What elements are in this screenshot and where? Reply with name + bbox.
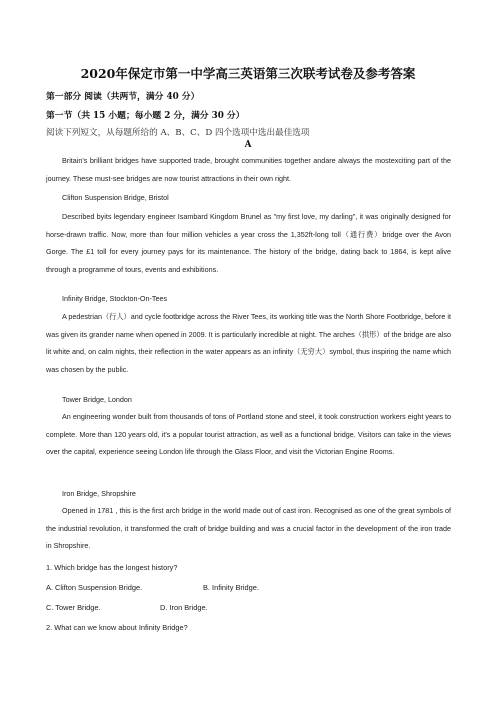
- intro-paragraph: Britain's brilliant bridges have supported trade, brought communities together andare always the mostexciting part of the journey. These must-see bridges are now tourist attractions in their own right.: [46, 156, 451, 183]
- question-2-stem: 2. What can we know about Infinity Bridge?: [46, 623, 188, 632]
- bridge-name-iron: Iron Bridge, Shropshire: [62, 489, 136, 498]
- bridge-text-clifton: Described byits legendary engineer Isambard Kingdom Brunel as "my first love, my darling", it was originally designed for horse-drawn traffic. Now, more than four million vehicles a year cross the 1,352ft-long toll（通行费）bridge over the Avon Gorge. The £1 toll for every journey pays for its maintenance. The history of the bridge, dating back to 1864, is kept alive through a programme of tours, events and exhibitions.: [46, 212, 451, 274]
- bridge-text-infinity: A pedestrian（行人）and cycle footbridge across the River Tees, its working title was the North Shore Footbridge, before it was given its grander name when opened in 2009. It is particularly incredible at night. The arches（拱形）of the bridge are also lit white and, on calm nights, their reflection in the water appears as an infinity（无穷大）symbol, thus inspiring the name which was chosen by the public.: [46, 312, 451, 374]
- question-1-option-c: C. Tower Bridge.: [46, 603, 101, 612]
- question-1-stem: 1. Which bridge has the longest history?: [46, 563, 178, 572]
- bridge-text-tower: An engineering wonder built from thousands of tons of Portland stone and steel, it took construction workers eight years to complete. More than 120 years old, it's a popular tourist attraction, as well as a functional bridge. Visitors can take in the views over the capital, experience seeing London life through the Glass Floor, and visit the Victorian Engine Rooms.: [46, 412, 451, 457]
- question-1-option-b: B. Infinity Bridge.: [203, 583, 259, 592]
- bridge-name-infinity: Infinity Bridge, Stockton-On-Tees: [62, 294, 168, 303]
- section-heading: 第一节（共 15 小题；每小题 2 分，满分 30 分）: [46, 111, 245, 121]
- part-heading: 第一部分 阅读（共两节，满分 40 分）: [46, 92, 200, 102]
- document-title: 2020年保定市第一中学高三英语第三次联考试卷及参考答案: [80, 66, 416, 81]
- question-1-option-a: A. Clifton Suspension Bridge.: [46, 583, 143, 592]
- passage-label: A: [244, 140, 252, 150]
- bridge-name-clifton: Clifton Suspension Bridge, Bristol: [62, 193, 169, 202]
- question-1-option-d: D. Iron Bridge.: [160, 603, 208, 612]
- instruction-text: 阅读下列短文，从每题所给的 A、B、C、D 四个选项中选出最佳选项: [46, 128, 310, 138]
- bridge-text-iron: Opened in 1781 , this is the first arch bridge in the world made out of cast iron. Recognised as one of the great symbols of the industrial revolution, it transformed the craft of bridge building and was a crucial factor in the development of the iron trade in Shropshire.: [46, 506, 451, 551]
- bridge-name-tower: Tower Bridge, London: [62, 395, 132, 404]
